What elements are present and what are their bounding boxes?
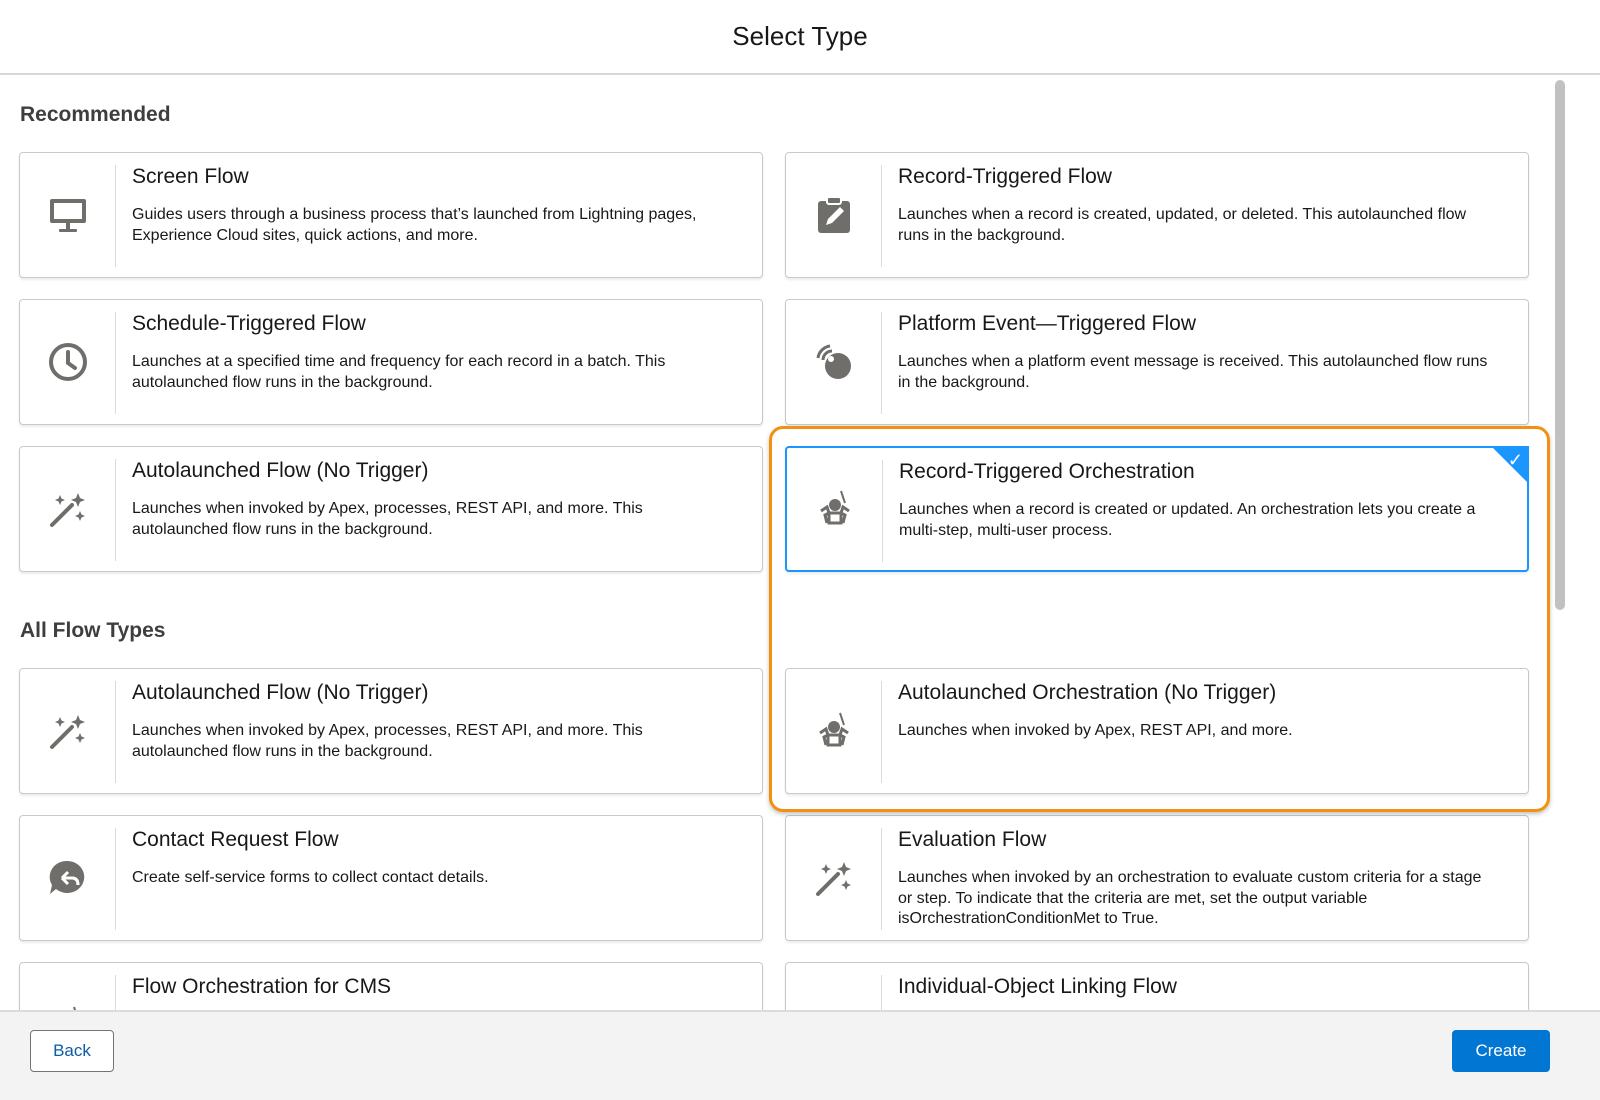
flow-type-card[interactable] <box>19 668 763 794</box>
card-title: Flow Orchestration for CMS <box>132 975 392 998</box>
clock-icon <box>20 300 116 424</box>
desktop-icon <box>20 153 116 277</box>
card-description: Launches when invoked by Apex, processes, REST API, and more. This autolaunched flow runs in the background. <box>132 500 643 538</box>
card-description: Launches when invoked by an orchestration to evaluate custom criteria for a stage or step. To indicate that the criteria are met, set the output variable isOrchestrationConditionMet to True. <box>898 869 1482 927</box>
card-title: Autolaunched Flow (No Trigger) <box>132 459 429 482</box>
checkmark-icon: ✓ <box>1507 450 1523 470</box>
card-divider <box>881 975 882 1010</box>
conductor-icon <box>786 669 882 793</box>
card-divider <box>881 312 882 414</box>
chat-return-icon <box>20 816 116 940</box>
card-divider <box>881 828 882 930</box>
conductor-icon <box>20 963 116 1010</box>
section-recommended: Recommended <box>20 103 171 126</box>
magic-wand-icon <box>786 816 882 940</box>
card-description: Launches when a platform event message is received. This autolaunched flow runs in the background. <box>898 353 1488 391</box>
modal-footer <box>0 1010 1600 1100</box>
broadcast-icon <box>786 300 882 424</box>
card-description: Launches when a record is created, updated, or deleted. This autolaunched flow runs in the background. <box>898 206 1467 244</box>
back-button[interactable]: Back <box>30 1030 114 1072</box>
flow-type-list[interactable] <box>0 75 1600 1010</box>
card-divider <box>115 828 116 930</box>
magic-wand-icon <box>20 669 116 793</box>
card-divider <box>882 460 883 562</box>
card-description: Launches when invoked by Apex, REST API, and more. <box>898 722 1293 739</box>
card-title: Individual-Object Linking Flow <box>898 975 1177 998</box>
card-description: Create self-service forms to collect contact details. <box>132 869 489 886</box>
card-divider <box>115 459 116 561</box>
card-description: Launches at a specified time and frequency for each record in a batch. This autolaunched flow runs in the background. <box>132 353 666 391</box>
modal-header <box>0 0 1600 75</box>
card-divider <box>881 681 882 783</box>
create-button[interactable]: Create <box>1452 1030 1550 1072</box>
card-divider <box>115 681 116 783</box>
flow-type-card[interactable] <box>785 299 1529 425</box>
clipboard-edit-icon <box>786 153 882 277</box>
card-title: Contact Request Flow <box>132 828 339 851</box>
card-description: Guides users through a business process that’s launched from Lightning pages, Experience Cloud sites, quick actions, and more. <box>132 206 697 244</box>
card-divider <box>115 975 116 1010</box>
card-description: Launches when a record is created or updated. An orchestration lets you create a multi-step, multi-user process. <box>899 501 1476 539</box>
conductor-icon <box>787 448 883 570</box>
flow-type-card[interactable] <box>785 815 1529 941</box>
card-divider <box>115 312 116 414</box>
card-title: Platform Event—Triggered Flow <box>898 312 1196 335</box>
flow-type-card[interactable] <box>785 446 1529 572</box>
card-title: Record-Triggered Orchestration <box>899 460 1195 483</box>
card-description: Launches when invoked by Apex, processes, REST API, and more. This autolaunched flow runs in the background. <box>132 722 643 760</box>
card-title: Evaluation Flow <box>898 828 1047 851</box>
flow-type-card[interactable] <box>785 668 1529 794</box>
card-divider <box>115 165 116 267</box>
flow-type-card[interactable] <box>19 299 763 425</box>
magic-wand-icon <box>20 447 116 571</box>
card-title: Schedule-Triggered Flow <box>132 312 366 335</box>
flow-type-card[interactable] <box>785 152 1529 278</box>
card-title: Autolaunched Flow (No Trigger) <box>132 681 429 704</box>
flow-type-card[interactable] <box>785 962 1529 1010</box>
person-icon <box>786 963 882 1010</box>
flow-type-card[interactable] <box>19 446 763 572</box>
card-title: Screen Flow <box>132 165 249 188</box>
card-title: Autolaunched Orchestration (No Trigger) <box>898 681 1277 704</box>
flow-type-card[interactable] <box>19 815 763 941</box>
card-divider <box>881 165 882 267</box>
flow-type-card[interactable] <box>19 962 763 1010</box>
section-all-flow-types: All Flow Types <box>20 619 166 642</box>
flow-type-card[interactable] <box>19 152 763 278</box>
card-title: Record-Triggered Flow <box>898 165 1112 188</box>
scrollbar[interactable] <box>1555 80 1565 610</box>
modal-title: Select Type <box>732 21 868 51</box>
